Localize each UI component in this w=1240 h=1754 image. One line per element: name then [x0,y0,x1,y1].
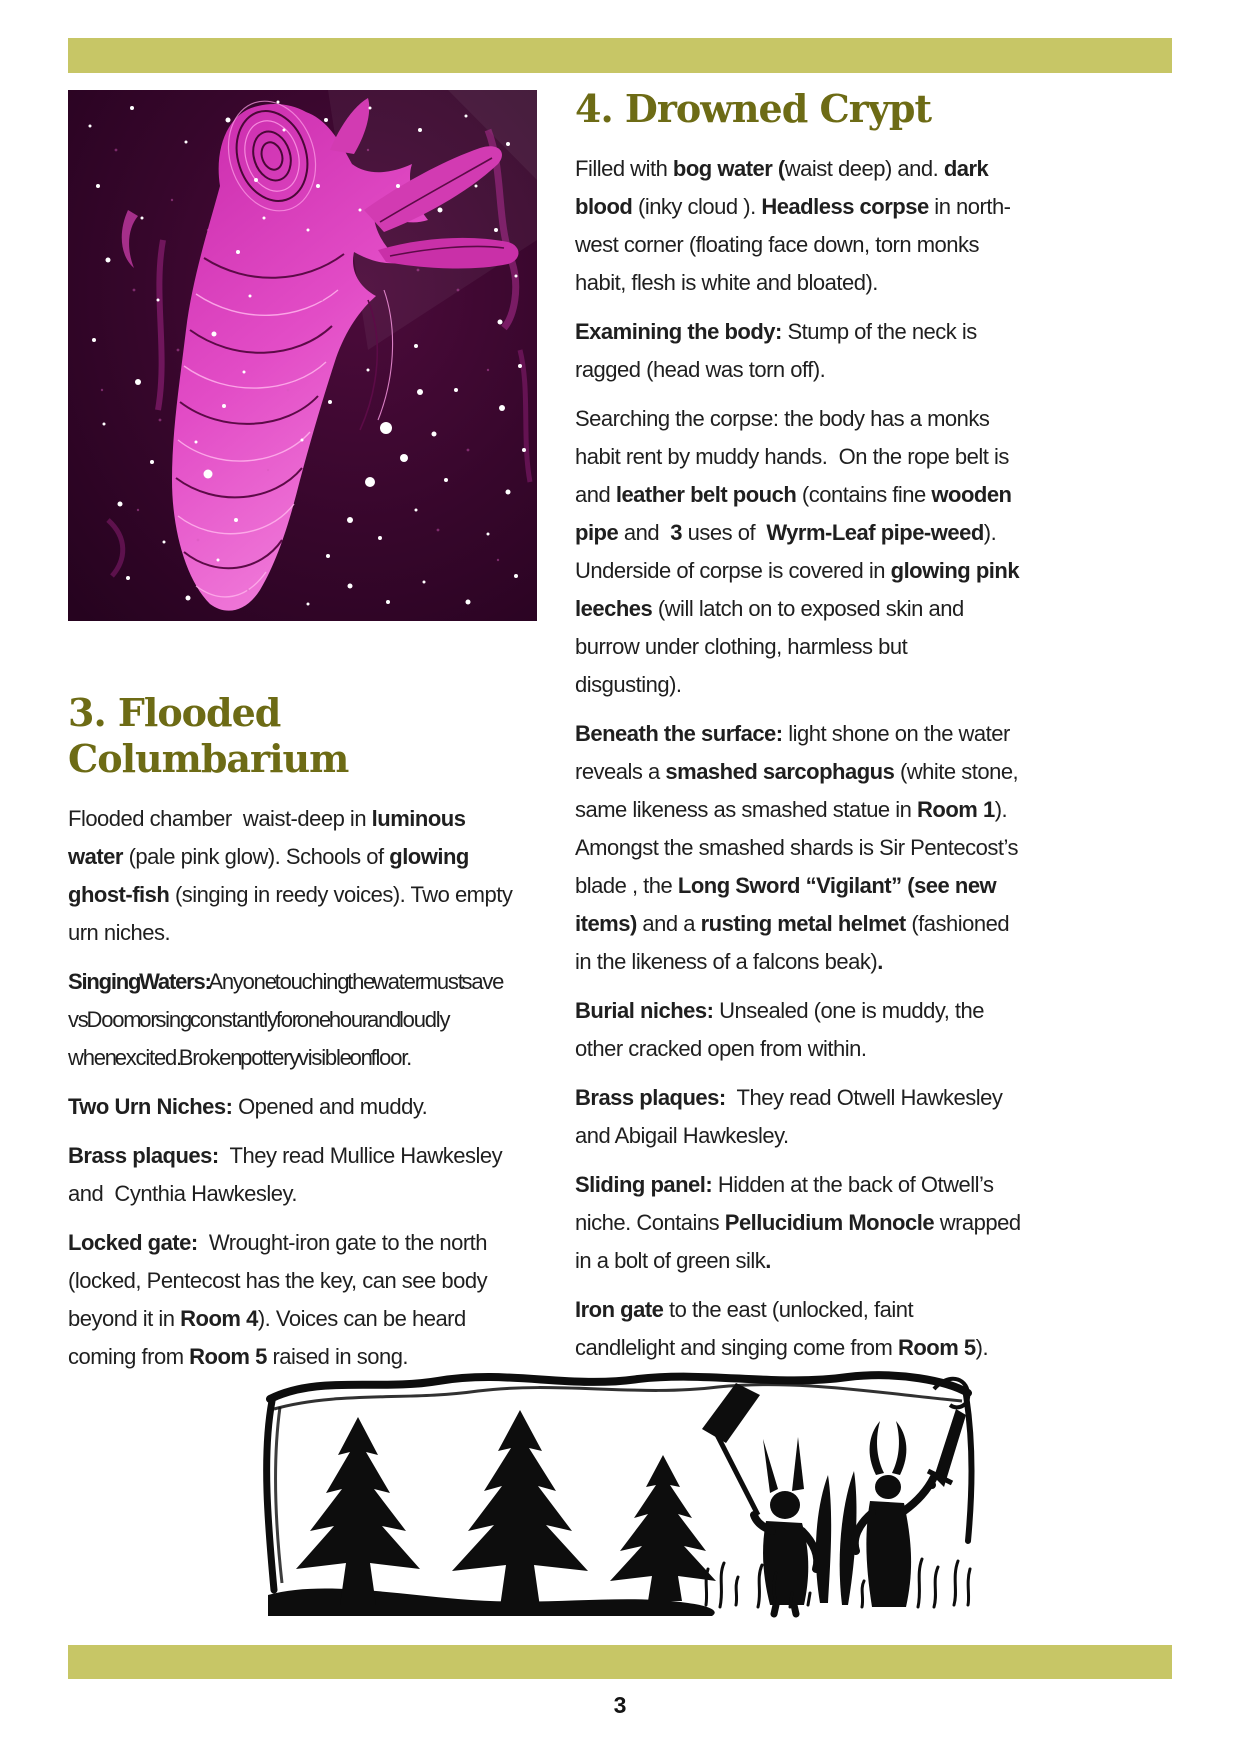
text-line: when excited. Broken pottery visible on floor. [68,1045,412,1070]
paragraph [68,1224,570,1376]
text-line: Sliding panel: Hidden at the back of Otwell’s [575,1172,994,1197]
text-line: Locked gate: Wrought-iron gate to the north [68,1230,488,1255]
text-line: Two Urn Niches: Opened and muddy. [68,1094,428,1119]
right-column [575,86,1160,1378]
right-column-text [575,150,1160,1367]
paragraph [575,715,1160,981]
text-line: leeches (will latch on to exposed skin and [575,596,964,621]
text-line: coming from Room 5 raised in song. [68,1344,409,1369]
text-line: items) and a rusting metal helmet (fashioned [575,911,1010,936]
left-column-text [68,800,570,1376]
text-line: Underside of corpse is covered in glowing pink [575,558,1020,583]
paragraph [575,400,1160,704]
text-line: water (pale pink glow). Schools of glowing [68,844,469,869]
text-line: blood (inky cloud ). Headless corpse in north- [575,194,1011,219]
text-line: Burial niches: Unsealed (one is muddy, the [575,998,985,1023]
text-line: habit, flesh is white and bloated). [575,270,878,295]
text-line: Examining the body: Stump of the neck is [575,319,977,344]
text-line: ghost-fish (singing in reedy voices). Two empty [68,882,513,907]
text-line: disgusting). [575,672,682,697]
text-line: burrow under clothing, harmless but [575,634,908,659]
text-line: same likeness as smashed statue in Room 1). [575,797,1008,822]
text-line: niche. Contains Pellucidium Monocle wrapped [575,1210,1021,1235]
section-heading-drowned-crypt: 4. Drowned Crypt [575,86,932,131]
text-line: Brass plaques: They read Otwell Hawkesley [575,1085,1003,1110]
text-line: Searching the corpse: the body has a monks [575,406,990,431]
paragraph [575,313,1160,389]
paragraph [68,800,570,952]
text-line: reveals a smashed sarcophagus (white stone, [575,759,1019,784]
forest-demons-illustration [258,1355,980,1618]
paragraph [575,1079,1160,1155]
text-line: and Cynthia Hawkesley. [68,1181,297,1206]
text-line: pipe and 3 uses of Wyrm-Leaf pipe-weed). [575,520,997,545]
bottom-accent-bar [68,1645,1172,1679]
text-line: Singing Waters: Anyone touching the water must save [68,969,504,994]
text-line: and leather belt pouch (contains fine wooden [575,482,1012,507]
text-line: ragged (head was torn off). [575,357,826,382]
paragraph [575,150,1160,302]
paragraph [575,992,1160,1068]
text-line: Flooded chamber waist-deep in luminous [68,806,466,831]
paragraph [575,1166,1160,1280]
page-number: 3 [613,1692,627,1718]
text-line: blade , the Long Sword “Vigilant” (see new [575,873,997,898]
paragraph [68,1088,570,1126]
text-line: Amongst the smashed shards is Sir Pentecost’s [575,835,1018,860]
left-column [68,690,570,1387]
paragraph [68,1137,570,1213]
paragraph [68,963,570,1077]
text-line: other cracked open from within. [575,1036,867,1061]
text-line: in the likeness of a falcons beak). [575,949,883,974]
text-line: Filled with bog water (waist deep) and. dark [575,156,989,181]
text-line: beyond it in Room 4). Voices can be heard [68,1306,466,1331]
text-line: west corner (floating face down, torn monks [575,232,980,257]
text-line: Brass plaques: They read Mullice Hawkesley [68,1143,503,1168]
text-line: urn niches. [68,920,171,945]
text-line: (locked, Pentecost has the key, can see body [68,1268,488,1293]
text-line: candlelight and singing come from Room 5). [575,1335,989,1360]
text-line: Beneath the surface: light shone on the water [575,721,1010,746]
text-line: Iron gate to the east (unlocked, faint [575,1297,914,1322]
text-line: habit rent by muddy hands. On the rope belt is [575,444,1009,469]
text-line: vs Doom or sing constantly for one hour and loudly [68,1007,450,1032]
text-line: and Abigail Hawkesley. [575,1123,789,1148]
top-accent-bar [68,38,1172,73]
flooded-columbarium-artwork [68,90,537,621]
section-heading-flooded-columbarium: 3. Flooded Columbarium [68,690,349,781]
text-line: in a bolt of green silk. [575,1248,771,1273]
